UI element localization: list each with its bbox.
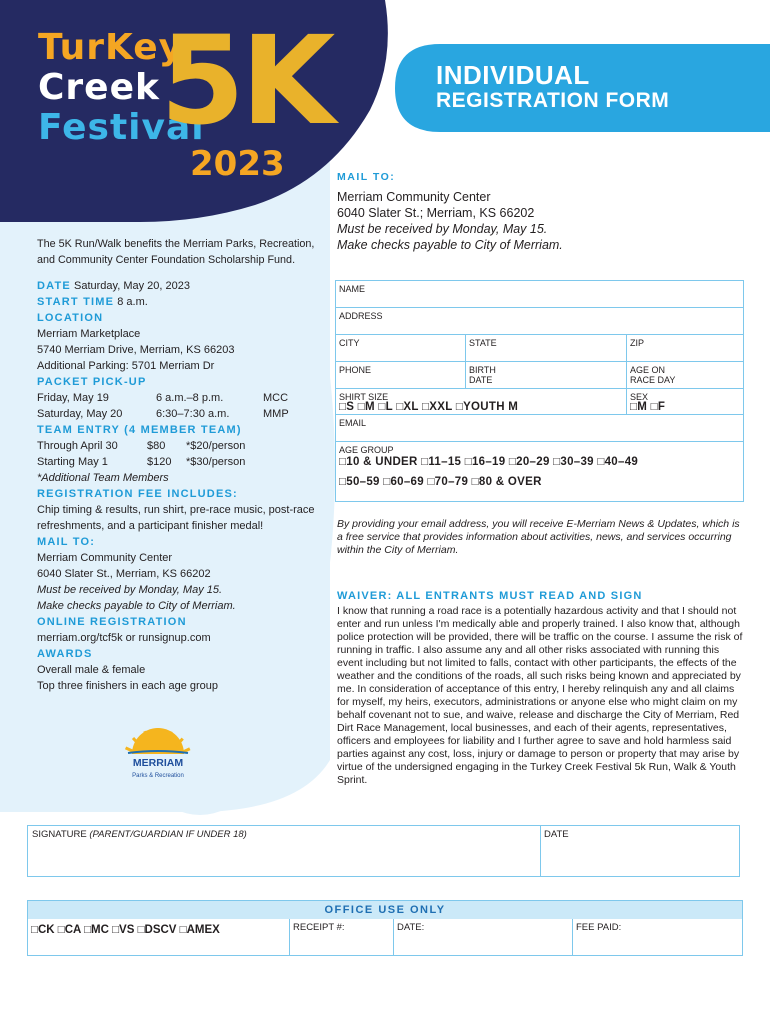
- mail-line: 6040 Slater St.; Merriam, KS 66202: [337, 206, 535, 220]
- waiver-heading: WAIVER: ALL ENTRANTS MUST READ AND SIGN: [337, 590, 643, 602]
- form-divider: [626, 334, 627, 414]
- signature-label-note: (PARENT/GUARDIAN IF UNDER 18): [89, 829, 247, 840]
- packet-day: Friday, May 19: [37, 392, 109, 404]
- name-field[interactable]: NAME: [339, 284, 366, 294]
- turkey-creek-festival-logo: [32, 10, 332, 192]
- awards-line: Overall male & female: [37, 664, 146, 676]
- shirt-size-options[interactable]: □S □M □L □XL □XXL □YOUTH M: [339, 401, 519, 413]
- birth-date-field[interactable]: [469, 365, 496, 385]
- start-value: 8 a.m.: [117, 296, 148, 308]
- mail-line: Make checks payable to City of Merriam.: [337, 238, 563, 252]
- intro-text: The 5K Run/Walk benefits the Merriam Parks, Recreation, and Community Center Foundation Scholarship Fund.: [37, 238, 315, 266]
- team-per: *$20/person: [186, 440, 246, 452]
- sex-options[interactable]: □M □F: [630, 401, 666, 413]
- signature-label: [32, 829, 247, 840]
- merriam-sub: Parks & Recreation: [132, 773, 184, 779]
- logo-5k: 5K: [160, 10, 332, 152]
- mail-line: Must be received by Monday, May 15.: [337, 222, 548, 236]
- team-when: Through April 30: [37, 440, 118, 452]
- birth-label-2: DATE: [469, 375, 493, 385]
- office-use-box: [27, 900, 743, 956]
- mail-heading: MAIL TO:: [37, 536, 96, 548]
- mail-line: Merriam Community Center: [337, 190, 491, 204]
- team-when: Starting May 1: [37, 456, 108, 468]
- location-line: 5740 Merriam Drive, Merriam, KS 66203: [37, 344, 235, 356]
- form-divider: [336, 334, 743, 335]
- mail-line: Must be received by Monday, May 15.: [37, 584, 223, 596]
- phone-field[interactable]: PHONE: [339, 365, 372, 375]
- date-line: [37, 278, 327, 294]
- team-row: [37, 438, 327, 454]
- office-date-field[interactable]: DATE:: [397, 922, 425, 933]
- logo-creek: Creek: [38, 67, 160, 108]
- start-heading: START TIME: [37, 296, 115, 308]
- team-heading: TEAM ENTRY (4 MEMBER TEAM): [37, 424, 242, 436]
- mail-to-block: [337, 171, 737, 253]
- packet-row: [37, 406, 327, 422]
- registration-form: [335, 280, 744, 502]
- city-field[interactable]: CITY: [339, 338, 360, 348]
- email-notice: By providing your email address, you will receive E-Merriam News & Updates, which is a free service that provides information about activities, news, and services occurring within the City of Merriam.: [337, 518, 740, 556]
- online-heading: ONLINE REGISTRATION: [37, 616, 187, 628]
- mail-line: Merriam Community Center: [37, 552, 173, 564]
- fee-text: Chip timing & results, run shirt, pre-race music, post-race refreshments, and a participant finisher medal!: [37, 504, 315, 532]
- fee-heading: REGISTRATION FEE INCLUDES:: [37, 488, 238, 500]
- form-divider: [336, 441, 743, 442]
- logo-turkey: TurKey: [38, 27, 184, 68]
- form-title-line1: INDIVIDUAL: [436, 60, 590, 90]
- signature-date-label: DATE: [544, 829, 569, 840]
- packet-place: MCC: [263, 392, 289, 404]
- age-label-2: RACE DAY: [630, 375, 676, 385]
- signature-box[interactable]: [27, 825, 740, 877]
- packet-heading: PACKET PICK-UP: [37, 376, 147, 388]
- office-divider: [572, 919, 573, 955]
- logo-festival: Festival: [38, 107, 205, 148]
- date-heading: DATE: [37, 280, 71, 292]
- state-field[interactable]: STATE: [469, 338, 497, 348]
- team-price: $120: [147, 456, 172, 468]
- age-group-options-row1[interactable]: □10 & UNDER □11–15 □16–19 □20–29 □30–39 □40–49: [339, 456, 639, 468]
- age-group-label: AGE GROUP: [339, 445, 394, 455]
- packet-row: [37, 390, 327, 406]
- form-divider: [336, 307, 743, 308]
- email-field[interactable]: EMAIL: [339, 418, 367, 428]
- age-race-day-field[interactable]: [630, 365, 675, 385]
- date-value: Saturday, May 20, 2023: [74, 280, 190, 292]
- awards-line: Top three finishers in each age group: [37, 680, 219, 692]
- waiver-text: I know that running a road race is a potentially hazardous activity and that I should not enter and run unless I'm medically able and properly trained. I also know that, although police protection will be provided, there will be traffic on the course. I assume the risk of running in traffic. I also assume any and all other risks associated with running this event including but not limited to falls, contact with other participants, the effects of the weather and the conditions of the roads, all such risks being known and appreciated by me. In consideration of acceptance of this entry, I hereby relinquish any and all claims for myself, my heirs, executors, administrations or anyone else who might claim on my behalf covenant not to sue, and waive, release and discharge the City of Merriam, Red Dirt Race Management, local businesses, and each of their agents, representatives, officers and employees for liability and I further agree to save and hold harmless said parties against any cost, loss, injury or damage to person or property that may arise by virtue of the undersigned engaging in the Turkey Creek Festival 5k Run, Walk & Youth Sprint.: [337, 605, 743, 786]
- mail-line: 6040 Slater St., Merriam, KS 66202: [37, 568, 211, 580]
- age-label: AGE ON: [630, 365, 666, 375]
- payment-options[interactable]: □CK □CA □MC □VS □DSCV □AMEX: [31, 924, 220, 936]
- mail-to-label: MAIL TO:: [337, 171, 396, 183]
- form-title-line2: REGISTRATION FORM: [436, 89, 670, 112]
- form-divider: [465, 334, 466, 388]
- location-heading: LOCATION: [37, 312, 104, 324]
- form-divider: [336, 361, 743, 362]
- merriam-parks-logo: [118, 728, 198, 784]
- packet-day: Saturday, May 20: [37, 408, 123, 420]
- age-group-options-row2[interactable]: □50–59 □60–69 □70–79 □80 & OVER: [339, 476, 542, 488]
- signature-label-text: SIGNATURE: [32, 829, 87, 840]
- team-note: *Additional Team Members: [37, 472, 169, 484]
- team-per: *$30/person: [186, 456, 246, 468]
- packet-place: MMP: [263, 408, 289, 420]
- team-price: $80: [147, 440, 166, 452]
- packet-time: 6:30–7:30 a.m.: [156, 408, 230, 420]
- shirt-size-label: SHIRT SIZE: [339, 392, 389, 402]
- online-link[interactable]: merriam.org/tcf5k or runsignup.com: [37, 632, 211, 644]
- signature-divider: [540, 826, 541, 876]
- form-divider: [336, 388, 743, 389]
- event-info-column: [37, 236, 327, 694]
- fee-paid-field[interactable]: FEE PAID:: [576, 922, 622, 933]
- location-line: Additional Parking: 5701 Merriam Dr: [37, 360, 215, 372]
- zip-field[interactable]: ZIP: [630, 338, 645, 348]
- logo-year: 2023: [190, 144, 285, 184]
- receipt-field[interactable]: RECEIPT #:: [293, 922, 345, 933]
- team-row: [37, 454, 327, 470]
- awards-heading: AWARDS: [37, 648, 93, 660]
- packet-time: 6 a.m.–8 p.m.: [156, 392, 224, 404]
- merriam-name: MERRIAM: [132, 757, 184, 769]
- start-line: [37, 294, 327, 310]
- location-line: Merriam Marketplace: [37, 328, 141, 340]
- mail-line: Make checks payable to City of Merriam.: [37, 600, 236, 612]
- sex-label: SEX: [630, 392, 649, 402]
- office-use-heading: OFFICE USE ONLY: [28, 901, 742, 919]
- form-divider: [336, 414, 743, 415]
- birth-label: BIRTH: [469, 365, 496, 375]
- address-field[interactable]: ADDRESS: [339, 311, 383, 321]
- office-divider: [289, 919, 290, 955]
- office-divider: [393, 919, 394, 955]
